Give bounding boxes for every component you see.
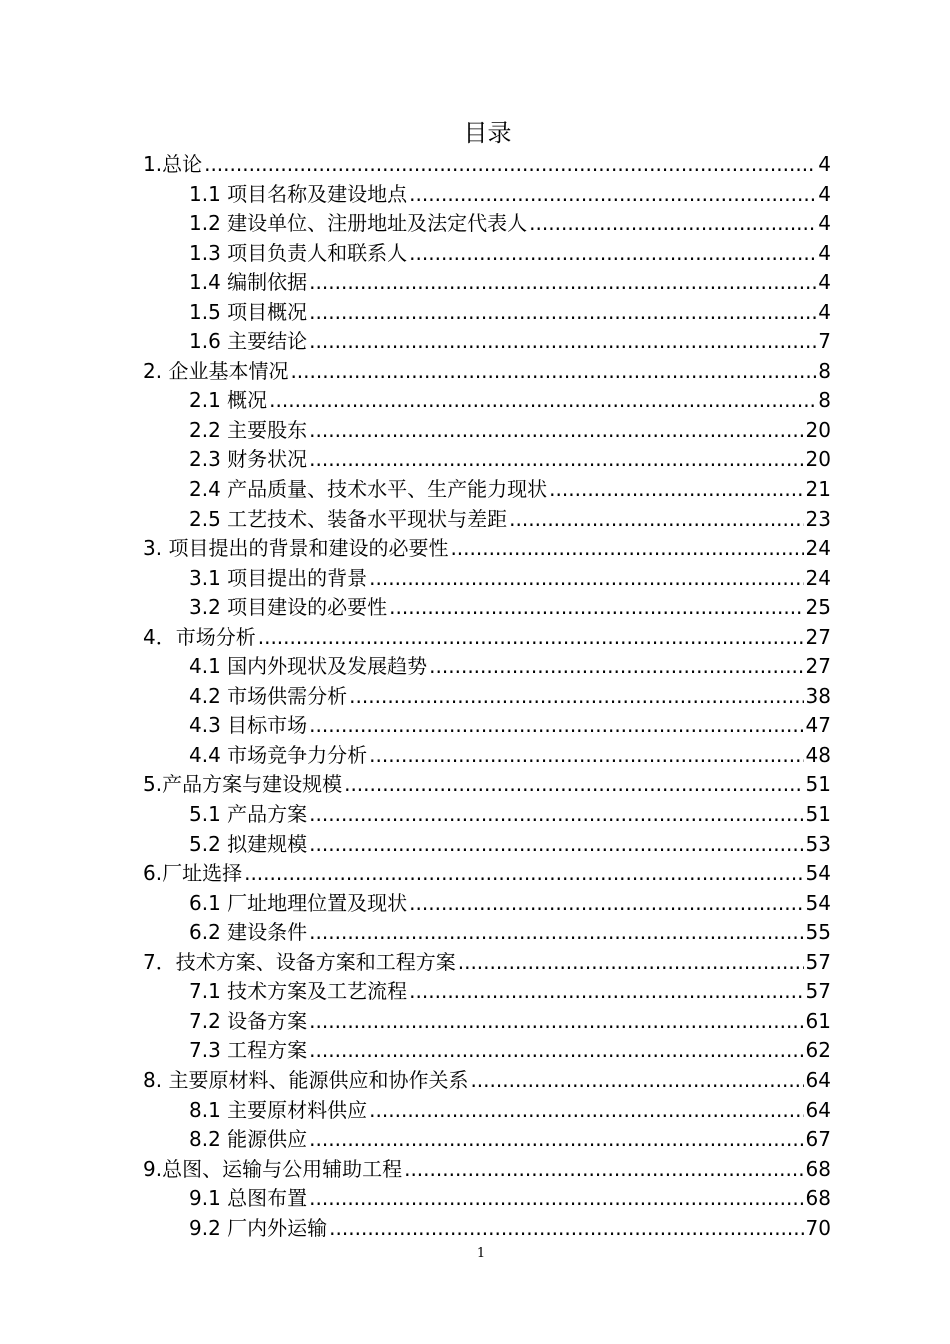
toc-entry[interactable]	[143, 918, 831, 948]
toc-entry-page: 8	[818, 358, 831, 383]
toc-entry[interactable]	[143, 1214, 831, 1244]
toc-entry-label: 6.1 厂址地理位置及现状	[189, 890, 408, 915]
toc-entry-page: 54	[805, 861, 831, 886]
toc-entry-label: 4.3 目标市场	[189, 713, 308, 738]
toc-entry[interactable]	[143, 298, 831, 328]
toc-entry-label: 8.1 主要原材料供应	[189, 1097, 368, 1122]
toc-entry[interactable]	[143, 357, 831, 387]
toc-entry-label: 1.3 项目负责人和联系人	[189, 240, 408, 265]
toc-entry-page: 27	[805, 654, 831, 679]
toc-entry-label: 1.1 项目名称及建设地点	[189, 181, 408, 206]
toc-entry-label: 1.4 编制依据	[189, 270, 308, 295]
toc-entry[interactable]	[143, 1007, 831, 1037]
toc-entry-page: 70	[805, 1215, 831, 1240]
toc-entry-label: 5.产品方案与建设规模	[143, 772, 343, 797]
toc-entry-label: 9.1 总图布置	[189, 1186, 308, 1211]
toc-dot-leader	[290, 357, 816, 387]
toc-entry-label: 7.3 工程方案	[189, 1038, 308, 1063]
toc-entry-page: 23	[805, 506, 831, 531]
toc-entry-page: 20	[805, 417, 831, 442]
toc-dot-leader	[309, 416, 803, 446]
toc-entry[interactable]	[143, 416, 831, 446]
toc-dot-leader	[344, 770, 803, 800]
toc-entry-page: 25	[805, 595, 831, 620]
toc-entry[interactable]	[143, 327, 831, 357]
toc-entry[interactable]	[143, 239, 831, 269]
toc-entry-label: 2.2 主要股东	[189, 417, 308, 442]
toc-entry[interactable]	[143, 475, 831, 505]
toc-entry-page: 24	[805, 536, 831, 561]
toc-entry-page: 62	[805, 1038, 831, 1063]
toc-entry-label: 9.总图、运输与公用辅助工程	[143, 1156, 403, 1181]
toc-entry-label: 4．市场分析	[143, 624, 256, 649]
page-number: 1	[476, 1246, 486, 1261]
toc-dot-leader	[309, 1036, 803, 1066]
toc-entry[interactable]	[143, 209, 831, 239]
toc-dot-leader	[409, 239, 816, 269]
toc-entry-label: 9.2 厂内外运输	[189, 1215, 328, 1240]
toc-entry-label: 8.2 能源供应	[189, 1127, 308, 1152]
toc-entry-page: 4	[818, 181, 831, 206]
toc-entry-label: 1.6 主要结论	[189, 329, 308, 354]
toc-entry-label: 1.2 建设单位、注册地址及法定代表人	[189, 211, 528, 236]
toc-entry[interactable]	[143, 977, 831, 1007]
toc-entry-page: 38	[805, 683, 831, 708]
toc-entry-page: 64	[805, 1097, 831, 1122]
toc-dot-leader	[309, 711, 803, 741]
toc-entry[interactable]	[143, 652, 831, 682]
toc-entry[interactable]	[143, 948, 831, 978]
toc-entry-label: 6.厂址选择	[143, 861, 243, 886]
toc-entry[interactable]	[143, 1184, 831, 1214]
toc-entry-page: 4	[818, 270, 831, 295]
toc-entry-page: 53	[805, 831, 831, 856]
toc-entry[interactable]	[143, 445, 831, 475]
toc-entry-page: 4	[818, 211, 831, 236]
toc-dot-leader	[309, 327, 816, 357]
toc-entry-label: 1.5 项目概况	[189, 299, 308, 324]
toc-dot-leader	[309, 298, 816, 328]
toc-entry[interactable]	[143, 830, 831, 860]
toc-entry-label: 3. 项目提出的背景和建设的必要性	[143, 536, 449, 561]
toc-entry[interactable]	[143, 386, 831, 416]
toc-entry-page: 68	[805, 1186, 831, 1211]
toc-entry[interactable]	[143, 150, 831, 180]
toc-entry-label: 1.总论	[143, 152, 203, 176]
toc-entry[interactable]	[143, 180, 831, 210]
toc-entry-page: 55	[805, 920, 831, 945]
toc-entry[interactable]	[143, 859, 831, 889]
toc-entry-label: 4.4 市场竞争力分析	[189, 742, 368, 767]
toc-entry-page: 54	[805, 890, 831, 915]
toc-entry-page: 4	[818, 299, 831, 324]
toc-entry-page: 61	[805, 1008, 831, 1033]
toc-entry[interactable]	[143, 623, 831, 653]
toc-entry[interactable]	[143, 1036, 831, 1066]
toc-dot-leader	[389, 593, 803, 623]
toc-dot-leader	[529, 209, 816, 239]
toc-entry[interactable]	[143, 800, 831, 830]
toc-entry-label: 7．技术方案、设备方案和工程方案	[143, 949, 456, 974]
toc-dot-leader	[404, 1155, 803, 1185]
toc-entry[interactable]	[143, 593, 831, 623]
toc-entry-label: 5.2 拟建规模	[189, 831, 308, 856]
toc-entry[interactable]	[143, 1096, 831, 1126]
toc-dot-leader	[309, 918, 803, 948]
toc-dot-leader	[204, 150, 816, 180]
toc-entry-label: 7.1 技术方案及工艺流程	[189, 979, 408, 1004]
toc-dot-leader	[269, 386, 816, 416]
toc-entry-page: 47	[805, 713, 831, 738]
toc-dot-leader	[244, 859, 803, 889]
toc-dot-leader	[429, 652, 803, 682]
toc-dot-leader	[309, 1184, 803, 1214]
toc-dot-leader	[309, 830, 803, 860]
toc-entry-page: 24	[805, 565, 831, 590]
toc-dot-leader	[409, 180, 816, 210]
toc-dot-leader	[470, 1066, 803, 1096]
toc-entry-label: 4.2 市场供需分析	[189, 683, 348, 708]
toc-entry[interactable]	[143, 770, 831, 800]
toc-dot-leader	[409, 977, 803, 1007]
toc-entry[interactable]	[143, 564, 831, 594]
toc-entry[interactable]	[143, 682, 831, 712]
table-of-contents	[143, 150, 831, 1243]
toc-dot-leader	[309, 445, 803, 475]
toc-entry-page: 4	[818, 152, 831, 176]
toc-entry-page: 51	[805, 772, 831, 797]
toc-entry-label: 5.1 产品方案	[189, 802, 308, 827]
toc-entry-page: 20	[805, 447, 831, 472]
toc-entry-label: 2.1 概况	[189, 388, 268, 413]
toc-dot-leader	[329, 1214, 803, 1244]
toc-entry[interactable]	[143, 711, 831, 741]
toc-entry[interactable]	[143, 505, 831, 535]
toc-entry-page: 21	[805, 477, 831, 502]
toc-entry-page: 27	[805, 624, 831, 649]
toc-entry-page: 51	[805, 802, 831, 827]
toc-dot-leader	[369, 564, 803, 594]
toc-entry-page: 7	[818, 329, 831, 354]
toc-entry-page: 57	[805, 949, 831, 974]
toc-entry[interactable]	[143, 741, 831, 771]
toc-entry-page: 64	[805, 1067, 831, 1092]
toc-entry[interactable]	[143, 889, 831, 919]
toc-entry-label: 6.2 建设条件	[189, 920, 308, 945]
toc-entry-page: 67	[805, 1127, 831, 1152]
toc-dot-leader	[458, 948, 804, 978]
toc-dot-leader	[258, 623, 804, 653]
toc-dot-leader	[450, 534, 803, 564]
toc-entry-label: 7.2 设备方案	[189, 1008, 308, 1033]
toc-dot-leader	[409, 889, 803, 919]
toc-entry-page: 4	[818, 240, 831, 265]
toc-entry-page: 68	[805, 1156, 831, 1181]
toc-dot-leader	[509, 505, 803, 535]
toc-dot-leader	[549, 475, 803, 505]
toc-dot-leader	[309, 1125, 803, 1155]
toc-entry-label: 4.1 国内外现状及发展趋势	[189, 654, 428, 679]
toc-dot-leader	[369, 741, 803, 771]
toc-dot-leader	[309, 1007, 803, 1037]
toc-entry[interactable]	[143, 1155, 831, 1185]
toc-dot-leader	[309, 800, 803, 830]
toc-entry-page: 48	[805, 742, 831, 767]
toc-entry-label: 2.5 工艺技术、装备水平现状与差距	[189, 506, 508, 531]
toc-entry-label: 8. 主要原材料、能源供应和协作关系	[143, 1067, 469, 1092]
toc-entry-label: 2.3 财务状况	[189, 447, 308, 472]
toc-entry[interactable]	[143, 268, 831, 298]
toc-entry-page: 8	[818, 388, 831, 413]
toc-entry-label: 2.4 产品质量、技术水平、生产能力现状	[189, 477, 548, 502]
toc-entry[interactable]	[143, 1066, 831, 1096]
toc-dot-leader	[309, 268, 816, 298]
toc-dot-leader	[349, 682, 803, 712]
toc-entry-label: 3.2 项目建设的必要性	[189, 595, 388, 620]
page-title: 目录	[463, 119, 512, 147]
toc-dot-leader	[369, 1096, 803, 1126]
toc-entry-page: 57	[805, 979, 831, 1004]
toc-entry-label: 2. 企业基本情况	[143, 358, 289, 383]
toc-entry[interactable]	[143, 1125, 831, 1155]
toc-entry-label: 3.1 项目提出的背景	[189, 565, 368, 590]
toc-entry[interactable]	[143, 534, 831, 564]
